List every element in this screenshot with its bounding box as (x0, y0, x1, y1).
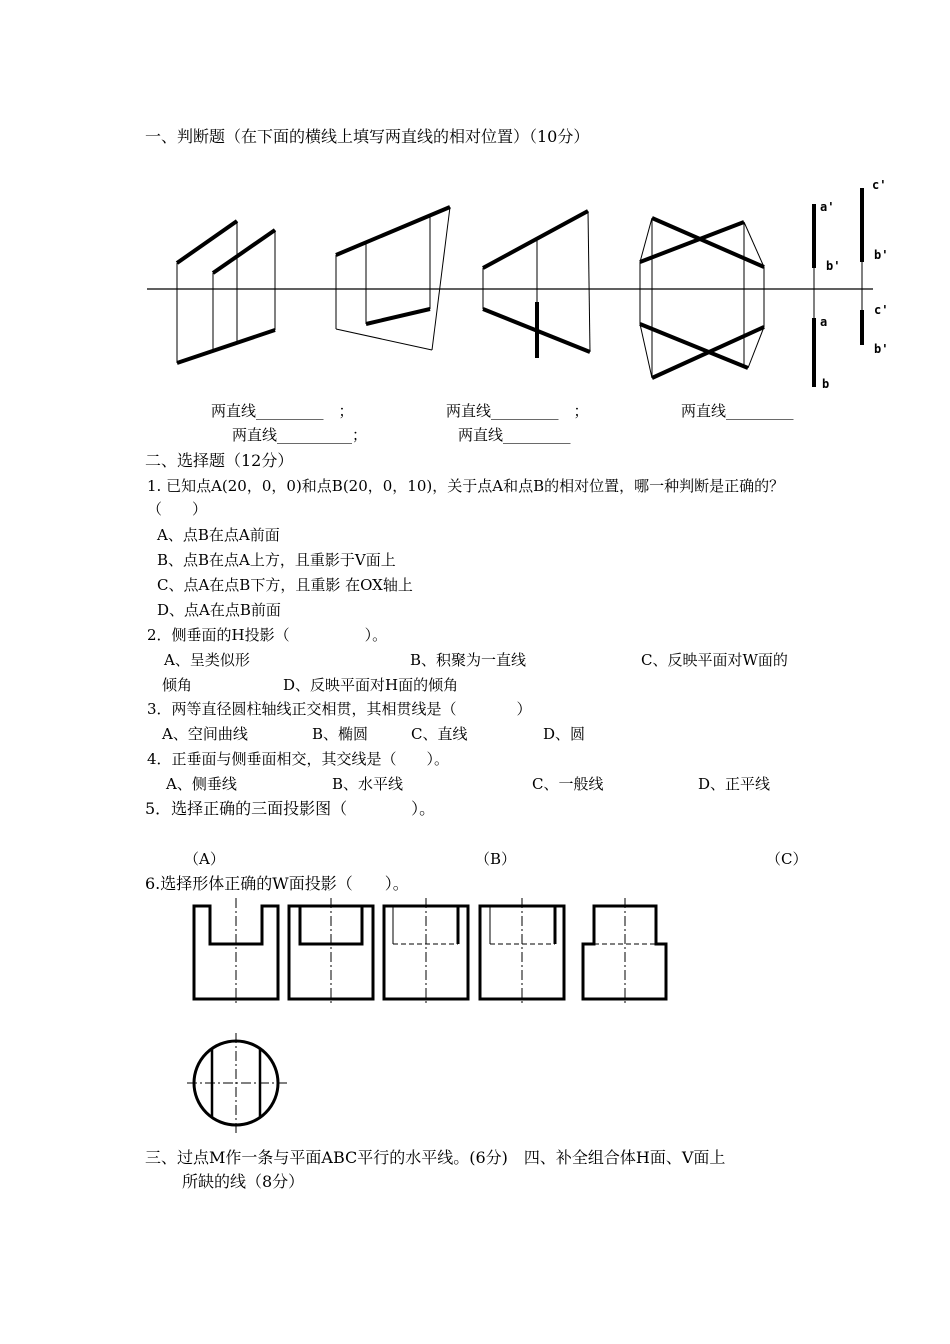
q1-paren: （ ） (147, 500, 208, 518)
label-a-prime: a' (820, 200, 835, 214)
q3-stem: 3．两等直径圆柱轴线正交相贯，其相贯线是（ ） (147, 700, 532, 718)
q1-option-a: A、点B在点A前面 (157, 526, 280, 544)
label-b: b (822, 377, 830, 391)
blank-2: 两直线_________ ； (446, 402, 589, 420)
q5-label-b: （B） (475, 850, 517, 868)
section3-line1: 三、过点M作一条与平面ABC平行的水平线。(6分) 四、补全组合体H面、V面上 (145, 1148, 726, 1167)
q4-option-c: C、一般线 (532, 775, 604, 793)
blank-3: 两直线_________ (681, 402, 794, 420)
q4-option-d: D、正平线 (698, 775, 771, 793)
q4-stem: 4．正垂面与侧垂面相交，其交线是（ ）。 (147, 750, 450, 768)
label-a: a (820, 315, 828, 329)
label-c-prime-top: c' (872, 178, 887, 192)
q3-option-b: B、椭圆 (312, 725, 369, 743)
q4-option-b: B、水平线 (332, 775, 404, 793)
q3-option-d: D、圆 (543, 725, 586, 743)
q2-option-c-cont: 倾角 (162, 676, 193, 694)
q6-stem: 6.选择形体正确的W面投影（ ）。 (145, 874, 409, 893)
label-b-prime-left: b' (826, 259, 841, 273)
q1-option-c: C、点A在点B下方，且重影 在OX轴上 (157, 576, 413, 594)
q2-stem: 2．侧垂面的H投影（ ）。 (147, 626, 388, 644)
q1-option-b: B、点B在点A上方，且重影于V面上 (157, 551, 396, 569)
label-b-prime-top: b' (874, 248, 889, 262)
blank-1: 两直线_________ ； (211, 402, 354, 420)
q5-stem: 5．选择正确的三面投影图（ ）。 (145, 799, 436, 818)
blank-4: 两直线__________； (232, 426, 368, 444)
q5-label-a: （A） (184, 850, 225, 868)
q2-option-c: C、反映平面对W面的 (641, 651, 788, 669)
blank-5: 两直线_________ (458, 426, 571, 444)
q4-option-a: A、侧垂线 (166, 775, 237, 793)
label-b-prime-bottom: b' (874, 342, 889, 356)
q1-stem: 1. 已知点A(20，0，0)和点B(20，0，10)，关于点A和点B的相对位置，哪一种判断是正确的？ (147, 477, 785, 495)
q2-option-a: A、呈类似形 (164, 651, 250, 669)
q3-option-a: A、空间曲线 (162, 725, 248, 743)
q5-label-c: （C） (766, 850, 808, 868)
q1-option-d: D、点A在点B前面 (157, 601, 281, 619)
q2-option-b: B、积聚为一直线 (410, 651, 527, 669)
section3-line2: 所缺的线（8分） (182, 1172, 305, 1191)
label-c-prime-bottom: c' (874, 303, 889, 317)
section1-title: 一、判断题（在下面的横线上填写两直线的相对位置）（10分） (145, 127, 590, 146)
q3-option-c: C、直线 (411, 725, 468, 743)
section2-title: 二、选择题（12分） (145, 451, 294, 470)
q2-option-d: D、反映平面对H面的倾角 (283, 676, 459, 694)
